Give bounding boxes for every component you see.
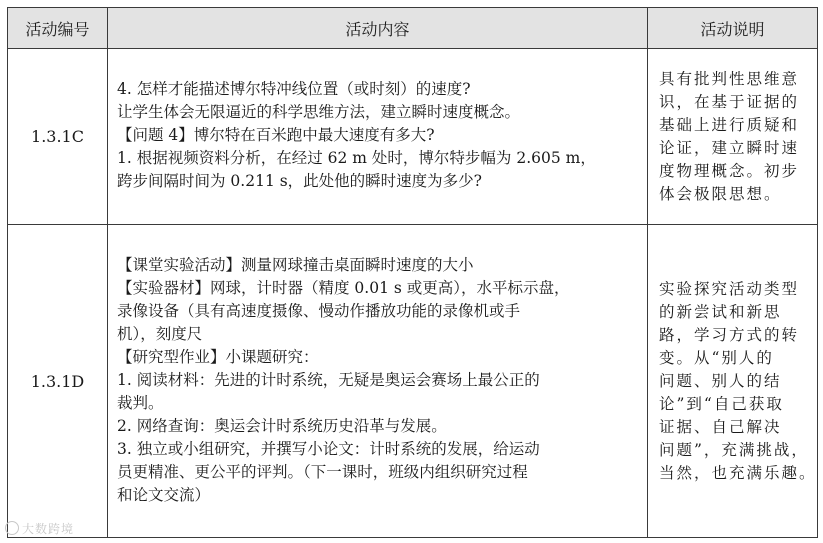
note-line: 证据、自己解决 bbox=[659, 417, 782, 436]
content-line: 让学生体会无限逼近的科学思维方法，建立瞬时速度概念。 bbox=[117, 103, 521, 121]
note-line: 问题”，充满挑战， bbox=[659, 440, 809, 459]
note-line: 当然，也充满乐趣。 bbox=[659, 463, 817, 482]
activity-content bbox=[108, 225, 648, 538]
note-line: 基础上进行质疑和 bbox=[659, 115, 800, 134]
activity-content bbox=[108, 49, 648, 225]
header-activity-id: 活动编号 bbox=[8, 8, 108, 49]
note-line: 变。从“别人的 bbox=[659, 348, 774, 367]
content-line: 1. 根据视频资料分析，在经过 62 m 处时，博尔特步幅为 2.605 m， bbox=[117, 149, 596, 167]
content-line: 1. 阅读材料：先进的计时系统，无疑是奥运会赛场上最公正的 bbox=[117, 370, 540, 389]
note-line: 路，学习方式的转 bbox=[659, 325, 800, 344]
content-line: 2. 网络查询：奥运会计时系统历史沿革与发展。 bbox=[117, 416, 447, 435]
content-line: 【研究型作业】小课题研究： bbox=[117, 347, 319, 366]
content-line: 录像设备（具有高速度摄像、慢动作播放功能的录像机或手 bbox=[117, 301, 521, 320]
activity-table bbox=[7, 7, 818, 538]
watermark-logo-icon bbox=[5, 521, 19, 535]
header-row bbox=[8, 8, 818, 49]
content-line: 机），刻度尺 bbox=[117, 324, 203, 343]
content-line: 【问题 4】博尔特在百米跑中最大速度有多大? bbox=[117, 126, 435, 144]
note-line: 问题、别人的结 bbox=[659, 371, 782, 390]
note-line: 识，在基于证据的 bbox=[659, 92, 800, 111]
note-line: 度物理概念。初步 bbox=[659, 161, 800, 180]
content-line: 裁判。 bbox=[117, 393, 164, 412]
activity-note bbox=[648, 225, 818, 538]
note-line: 的新尝试和新思 bbox=[659, 302, 782, 321]
content-line: 4. 怎样才能描述博尔特冲线位置（或时刻）的速度? bbox=[117, 80, 471, 98]
table-row bbox=[8, 225, 818, 538]
content-line: 【实验器材】网球，计时器（精度 0.01 s 或更高），水平标示盘， bbox=[117, 278, 570, 297]
watermark-text: 大数跨境 bbox=[22, 522, 75, 536]
content-line: 【课堂实验活动】测量网球撞击桌面瞬时速度的大小 bbox=[117, 255, 474, 274]
table-row bbox=[8, 49, 818, 225]
activity-id: 1.3.1D bbox=[8, 225, 108, 538]
note-line: 论证，建立瞬时速 bbox=[659, 138, 800, 157]
header-activity-note: 活动说明 bbox=[648, 8, 818, 49]
activity-id: 1.3.1C bbox=[8, 49, 108, 225]
content-line: 3. 独立或小组研究，并撰写小论文：计时系统的发展，给运动 bbox=[117, 439, 540, 458]
content-line: 跨步间隔时间为 0.211 s，此处他的瞬时速度为多少? bbox=[117, 172, 482, 190]
activity-note bbox=[648, 49, 818, 225]
note-line: 实验探究活动类型 bbox=[659, 279, 800, 298]
note-line: 体会极限思想。 bbox=[659, 184, 782, 203]
watermark bbox=[5, 520, 74, 537]
content-line: 和论文交流） bbox=[117, 485, 211, 504]
note-line: 论”到“自己获取 bbox=[659, 394, 784, 413]
header-activity-content: 活动内容 bbox=[108, 8, 648, 49]
note-line: 具有批判性思维意 bbox=[659, 69, 800, 88]
content-line: 员更精准、更公平的评判。（下一课时，班级内组织研究过程 bbox=[117, 462, 528, 481]
